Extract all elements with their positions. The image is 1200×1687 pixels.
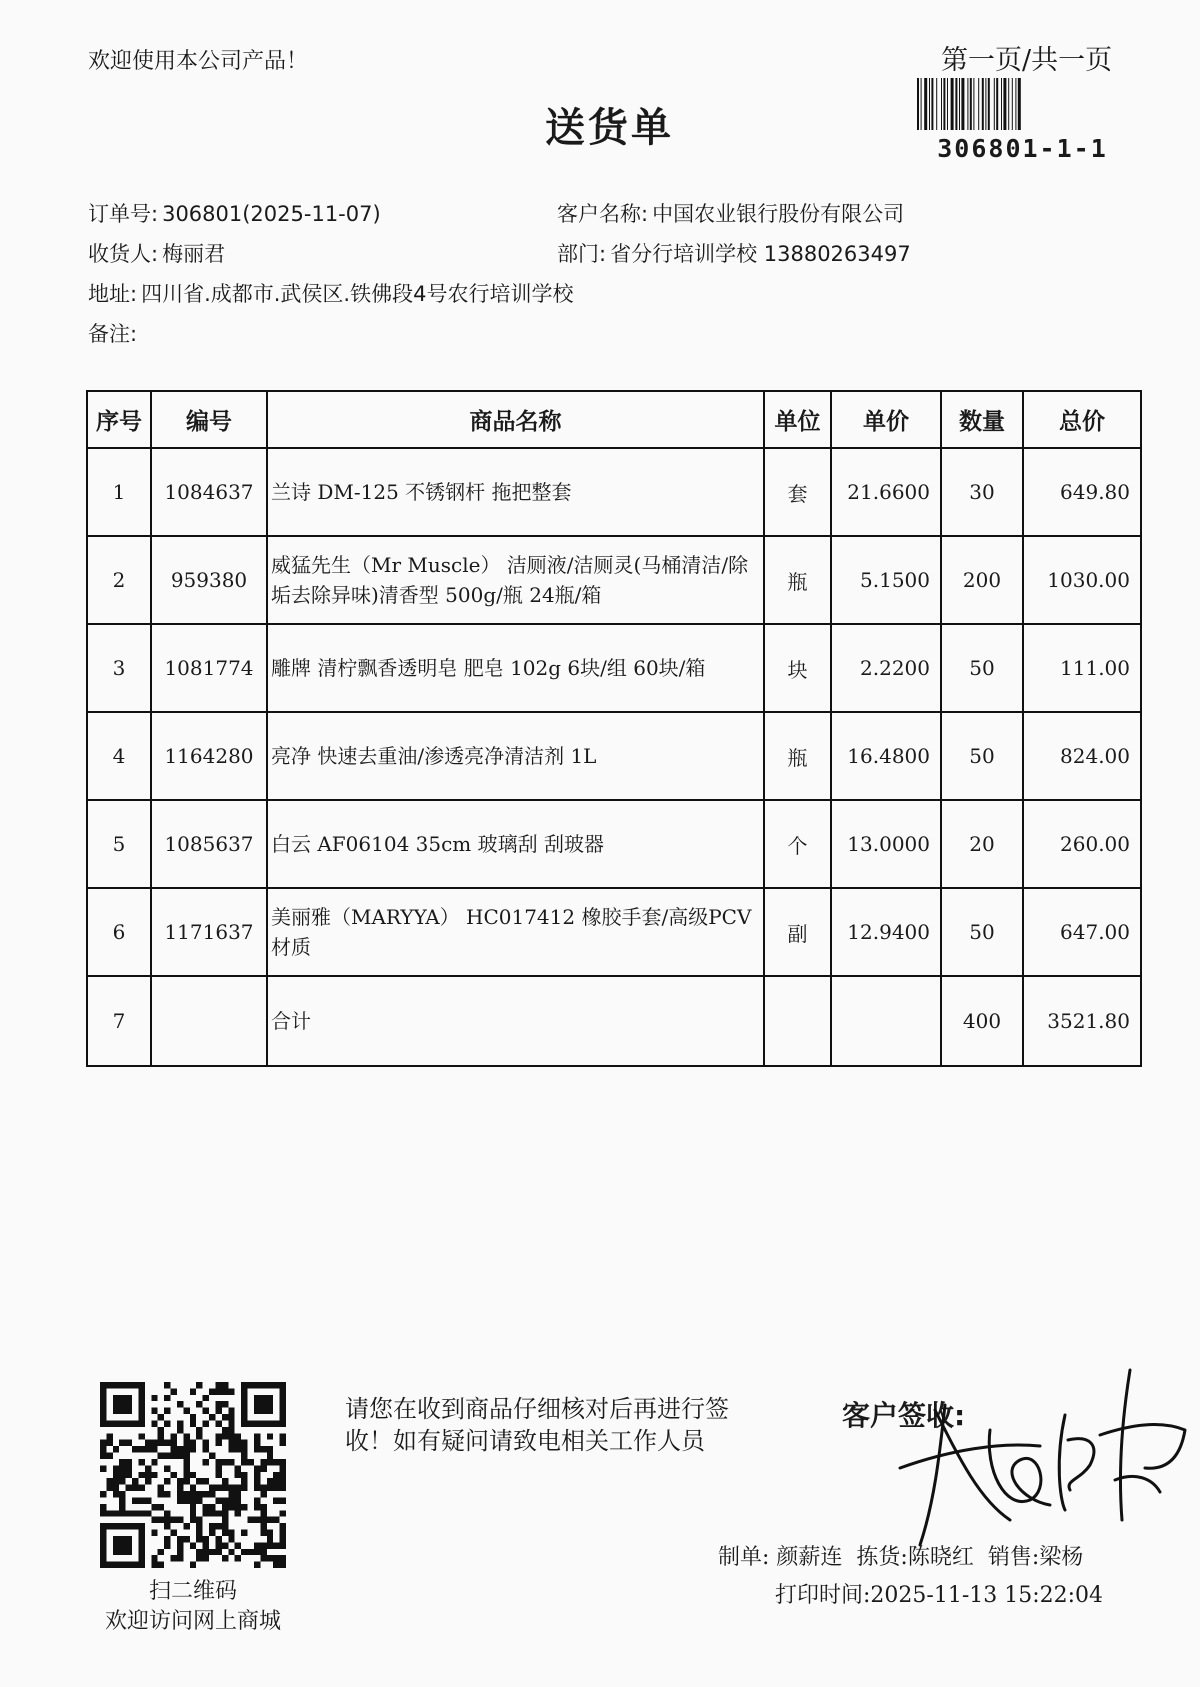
receiver	[88, 238, 225, 268]
department	[557, 238, 911, 268]
cell-no: 5	[87, 800, 151, 888]
cell-qty: 50	[941, 888, 1023, 976]
cell-unit	[764, 976, 831, 1066]
cell-total: 111.00	[1023, 624, 1141, 712]
cell-no: 7	[87, 976, 151, 1066]
cell-code	[151, 976, 267, 1066]
cell-unit: 个	[764, 800, 831, 888]
receiver-label: 收货人:	[88, 242, 159, 266]
customer-label: 客户名称:	[557, 202, 649, 226]
remark	[88, 318, 141, 348]
items-table	[86, 390, 1142, 1067]
print-time: 打印时间:2025-11-13 15:22:04	[775, 1583, 1104, 1608]
customer-name	[557, 198, 904, 228]
header-price: 单价	[831, 391, 941, 448]
table-row	[87, 712, 1141, 800]
total-label: 合计	[267, 976, 764, 1066]
staff-line	[718, 1540, 1097, 1571]
qr-code[interactable]	[100, 1382, 286, 1568]
cell-name: 雕牌 清柠飘香透明皂 肥皂 102g 6块/组 60块/箱	[267, 624, 764, 712]
total-qty: 400	[941, 976, 1023, 1066]
cell-total: 260.00	[1023, 800, 1141, 888]
receiver-value: 梅丽君	[162, 242, 226, 266]
maker: 制单: 颜薪连	[718, 1545, 843, 1570]
cell-no: 4	[87, 712, 151, 800]
table-row	[87, 624, 1141, 712]
cell-qty: 30	[941, 448, 1023, 536]
barcode-number: 306801-1-1	[937, 134, 1108, 163]
cell-unit: 副	[764, 888, 831, 976]
cell-code: 1085637	[151, 800, 267, 888]
order-label: 订单号:	[88, 202, 159, 226]
order-value: 306801(2025-11-07)	[162, 202, 381, 226]
cell-code: 1171637	[151, 888, 267, 976]
cell-code: 1084637	[151, 448, 267, 536]
header-name: 商品名称	[267, 391, 764, 448]
cell-no: 6	[87, 888, 151, 976]
cell-name: 亮净 快速去重油/渗透亮净清洁剂 1L	[267, 712, 764, 800]
cell-price: 21.6600	[831, 448, 941, 536]
barcode	[915, 78, 1130, 130]
table-header-row	[87, 391, 1141, 448]
customer-signature-label: 客户签收:	[842, 1399, 966, 1432]
header-total: 总价	[1023, 391, 1141, 448]
cell-name: 白云 AF06104 35cm 玻璃刮 刮玻器	[267, 800, 764, 888]
remark-label: 备注:	[88, 322, 138, 346]
order-number	[88, 198, 381, 228]
cell-code: 959380	[151, 536, 267, 624]
cell-total: 649.80	[1023, 448, 1141, 536]
cell-price: 2.2200	[831, 624, 941, 712]
cell-price: 16.4800	[831, 712, 941, 800]
address	[88, 278, 573, 308]
header-qty: 数量	[941, 391, 1023, 448]
page-indicator: 第一页/共一页	[941, 45, 1113, 76]
cell-qty: 50	[941, 624, 1023, 712]
qr-caption-scan: 扫二维码	[148, 1579, 237, 1604]
total-amount: 3521.80	[1023, 976, 1141, 1066]
total-row	[87, 976, 1141, 1066]
cell-qty: 200	[941, 536, 1023, 624]
cell-total: 647.00	[1023, 888, 1141, 976]
cell-qty: 20	[941, 800, 1023, 888]
sign-notice: 请您在收到商品仔细核对后再进行签收！如有疑问请致电相关工作人员	[345, 1395, 729, 1455]
address-label: 地址:	[88, 282, 138, 306]
cell-unit: 瓶	[764, 712, 831, 800]
cell-unit: 套	[764, 448, 831, 536]
table-row	[87, 800, 1141, 888]
cell-price: 13.0000	[831, 800, 941, 888]
cell-name: 兰诗 DM-125 不锈钢杆 拖把整套	[267, 448, 764, 536]
dept-value: 省分行培训学校 13880263497	[610, 242, 911, 266]
cell-name: 威猛先生（Mr Muscle） 洁厕液/洁厕灵(马桶清洁/除垢去除异味)清香型 500g/瓶 24瓶/箱	[267, 536, 764, 624]
cell-price	[831, 976, 941, 1066]
cell-unit: 块	[764, 624, 831, 712]
sales: 销售:梁杨	[987, 1545, 1084, 1570]
customer-value: 中国农业银行股份有限公司	[652, 202, 905, 226]
address-value: 四川省.成都市.武侯区.铁佛段4号农行培训学校	[141, 282, 574, 306]
cell-qty: 50	[941, 712, 1023, 800]
cell-no: 3	[87, 624, 151, 712]
table-row	[87, 448, 1141, 536]
table-row	[87, 888, 1141, 976]
cell-total: 1030.00	[1023, 536, 1141, 624]
picker: 拣货:陈晓红	[856, 1545, 974, 1570]
header-unit: 单位	[764, 391, 831, 448]
handwritten-signature	[890, 1350, 1190, 1570]
cell-price: 5.1500	[831, 536, 941, 624]
cell-no: 1	[87, 448, 151, 536]
cell-name: 美丽雅（MARYYA） HC017412 橡胶手套/高级PCV材质	[267, 888, 764, 976]
header-code: 编号	[151, 391, 267, 448]
cell-no: 2	[87, 536, 151, 624]
qr-caption-mall: 欢迎访问网上商城	[104, 1609, 281, 1634]
cell-code: 1081774	[151, 624, 267, 712]
cell-price: 12.9400	[831, 888, 941, 976]
document-title: 送货单	[545, 105, 674, 151]
table-row	[87, 536, 1141, 624]
dept-label: 部门:	[557, 242, 607, 266]
cell-code: 1164280	[151, 712, 267, 800]
cell-total: 824.00	[1023, 712, 1141, 800]
header-no: 序号	[87, 391, 151, 448]
cell-unit: 瓶	[764, 536, 831, 624]
welcome-text: 欢迎使用本公司产品！	[88, 49, 309, 74]
